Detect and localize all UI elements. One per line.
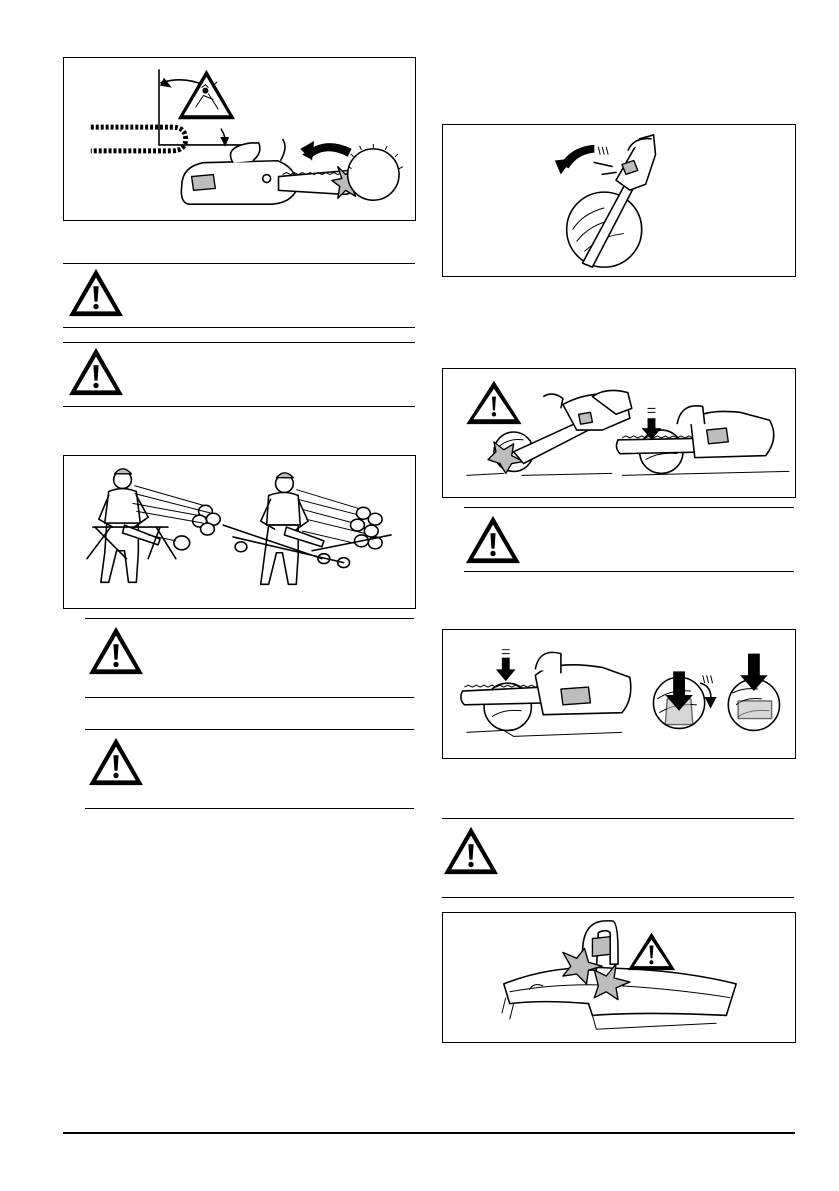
figure-log-cutting-sequence [442,629,796,759]
figure-pinch-and-cut-from-top [442,368,796,498]
warning-3-bottom-rule [85,697,414,698]
warning-triangle-icon [86,624,146,678]
figure-kickback-zone [63,57,416,221]
warning-4-top-rule [85,729,414,730]
warning-5-top-rule [464,507,794,508]
warning-5-bottom-rule [464,571,794,572]
footer-rule [63,1132,795,1134]
warning-4-bottom-rule [85,808,414,809]
warning-triangle-icon [66,345,126,399]
warning-6-bottom-rule [442,897,794,898]
warning-triangle-icon [463,513,523,567]
warning-triangle-icon [441,824,501,878]
warning-triangle-icon [66,266,126,320]
warning-1-top-rule [63,263,415,264]
warning-1-bottom-rule [63,327,415,328]
warning-2-top-rule [63,342,415,343]
figure-kickback-rotation [442,124,796,277]
figure-pull-kickback [442,912,796,1043]
warning-2-bottom-rule [63,406,415,407]
warning-6-top-rule [442,818,794,819]
warning-triangle-icon [86,735,146,789]
warning-3-top-rule [85,618,414,619]
figure-log-pile [63,455,416,609]
